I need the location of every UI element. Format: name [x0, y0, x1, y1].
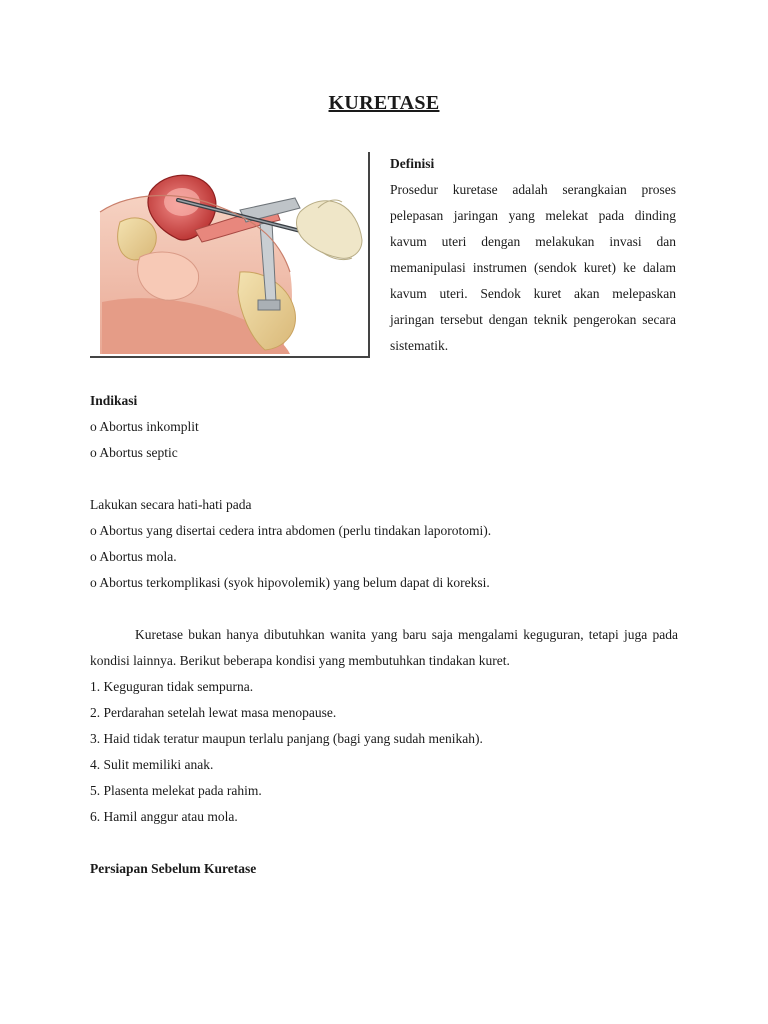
list-item: o Abortus inkomplit	[90, 419, 199, 434]
page-title: KURETASE	[328, 92, 440, 114]
curettage-illustration	[90, 152, 370, 358]
definisi-heading: Definisi	[390, 156, 435, 171]
indikasi-heading: Indikasi	[90, 393, 138, 408]
list-item: o Abortus yang disertai cedera intra abdomen (perlu tindakan laporotomi).	[90, 523, 492, 538]
list-item: 1. Keguguran tidak sempurna.	[90, 679, 254, 694]
indikasi-section	[90, 388, 678, 466]
list-item: 4. Sulit memiliki anak.	[90, 757, 214, 772]
list-item: 6. Hamil anggur atau mola.	[90, 809, 238, 824]
kondisi-section	[90, 622, 678, 830]
hati-hati-intro: Lakukan secara hati-hati pada	[90, 497, 252, 512]
list-item: 2. Perdarahan setelah lewat masa menopause.	[90, 705, 337, 720]
persiapan-heading: Persiapan Sebelum Kuretase	[90, 861, 257, 876]
hati-hati-section	[90, 492, 678, 596]
kondisi-paragraph: Kuretase bukan hanya dibutuhkan wanita yang baru saja mengalami keguguran, tetapi juga pada kondisi lainnya. Berikut beberapa kondisi yang membutuhkan tindakan kuret.	[90, 627, 678, 668]
definisi-text: Prosedur kuretase adalah serangkaian proses pelepasan jaringan yang melekat pada dinding kavum uteri dengan melakukan invasi dan memanipulasi instrumen (sendok kuret) ke dalam kavum uteri. Sendok kuret akan melepaskan jaringan tersebut dengan teknik pengerokan secara sistematik.	[390, 182, 676, 353]
list-item: 5. Plasenta melekat pada rahim.	[90, 783, 262, 798]
list-item: o Abortus terkomplikasi (syok hipovolemik) yang belum dapat di koreksi.	[90, 575, 490, 590]
persiapan-section	[90, 856, 678, 882]
list-item: o Abortus mola.	[90, 549, 177, 564]
list-item: o Abortus septic	[90, 445, 178, 460]
list-item: 3. Haid tidak teratur maupun terlalu panjang (bagi yang sudah menikah).	[90, 731, 483, 746]
definisi-section	[390, 151, 676, 359]
anatomy-illustration-svg	[90, 152, 366, 354]
